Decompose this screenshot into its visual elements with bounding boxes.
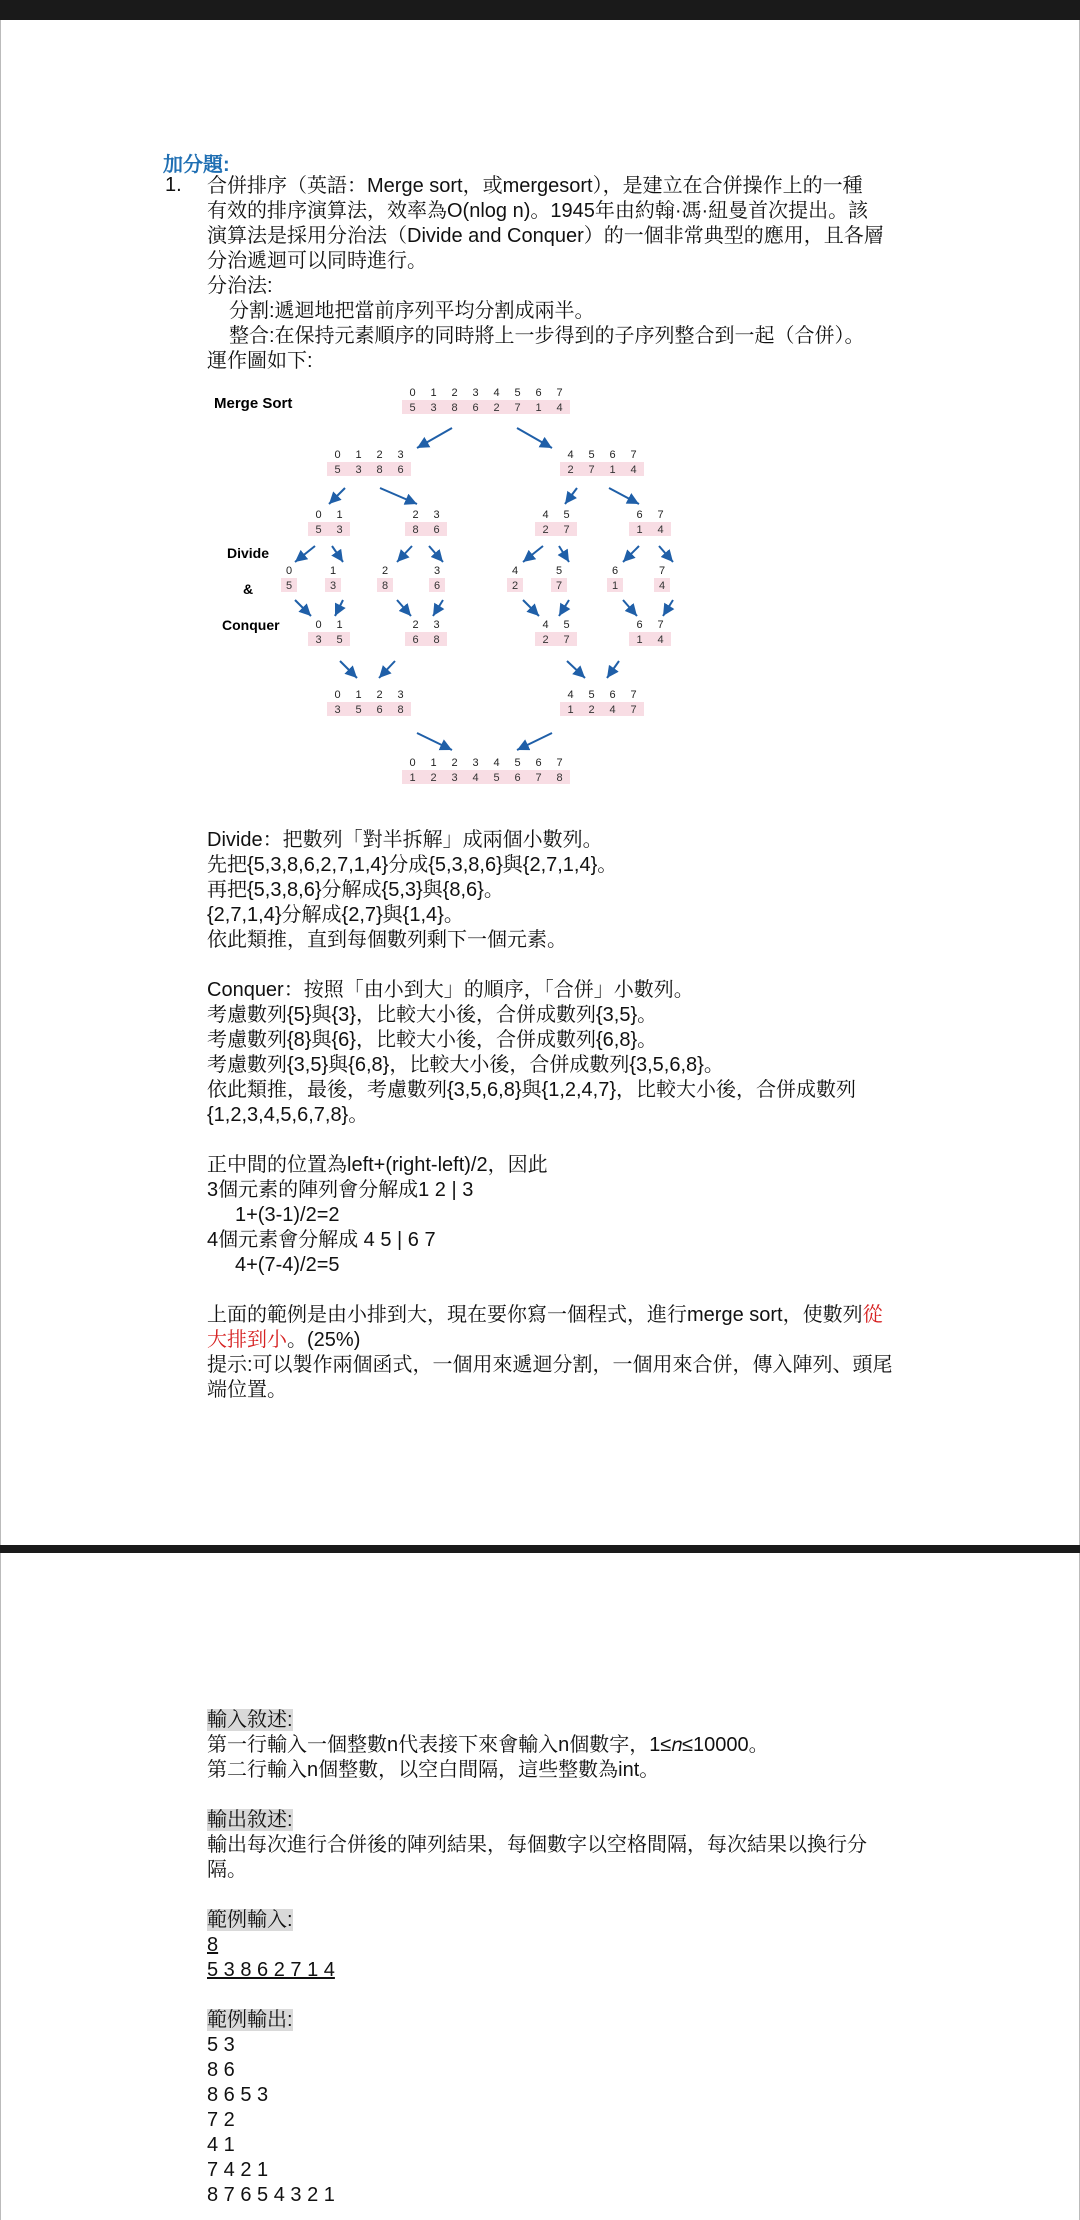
sample-input-line: 8	[207, 1934, 219, 1956]
array-cell-value: 8	[451, 402, 458, 414]
array-cell-value: 3	[355, 464, 362, 476]
method-divide: 分割:遞迴地把當前序列平均分割成兩半。	[229, 300, 595, 322]
array-index-label: 6	[636, 619, 643, 631]
array-cell-value: 7	[630, 704, 637, 716]
output-desc-line: 輸出每次進行合併後的陣列結果，每個數字以空格間隔，每次結果以換行分	[207, 1834, 867, 1856]
flow-arrow	[663, 600, 673, 616]
array-index-label: 6	[535, 757, 542, 769]
array-cell-value: 6	[397, 464, 404, 476]
array-cell-value: 4	[556, 402, 563, 414]
array-cell-value: 4	[657, 524, 664, 536]
flow-arrow	[332, 546, 343, 562]
page-left-edge	[0, 20, 1, 1550]
array-cell-value: 4	[657, 634, 664, 646]
array-index-label: 2	[376, 689, 383, 701]
and-label: &	[243, 581, 254, 597]
array-index-label: 5	[555, 565, 563, 577]
array-cell-value: 4	[472, 772, 479, 784]
array-index-label: 4	[567, 689, 574, 701]
array-index-label: 2	[412, 509, 419, 521]
array-cell-value: 8	[381, 580, 389, 592]
array-cell-value: 7	[563, 634, 570, 646]
array-index-label: 3	[397, 449, 404, 461]
array-cell-value: 2	[493, 402, 500, 414]
divide-line: 依此類推，直到每個數列剩下一個元素。	[207, 929, 567, 951]
input-desc-title: 輸入敘述:	[207, 1709, 293, 1731]
sample-output	[207, 2008, 927, 2208]
array-cell-value: 2	[542, 524, 549, 536]
flow-arrow	[567, 661, 585, 678]
array-cell-value: 8	[412, 524, 419, 536]
flow-arrow	[397, 600, 411, 616]
array-cell-value: 6	[472, 402, 479, 414]
intro-line: 演算法是採用分治法（Divide and Conquer）的一個非常典型的應用，且各層	[207, 225, 884, 247]
array-cell-value: 8	[556, 772, 563, 784]
array-cell-value: 8	[433, 634, 440, 646]
array-cell-value: 7	[555, 580, 563, 592]
array-index-label: 3	[397, 689, 404, 701]
flow-arrow	[609, 488, 639, 504]
task-line	[207, 1303, 927, 1328]
merge-sort-diagram	[207, 378, 687, 798]
array-index-label: 4	[542, 509, 549, 521]
flow-arrow	[607, 661, 619, 678]
input-desc-line: 第一行輸入一個整數n代表接下來會輸入n個數字，1≤𝑛≤10000。	[207, 1734, 769, 1756]
array-index-label: 5	[588, 449, 595, 461]
flow-arrow	[623, 600, 637, 616]
array-cell-value: 6	[514, 772, 521, 784]
array-index-label: 0	[409, 387, 416, 399]
array-index-label: 7	[630, 449, 637, 461]
array-index-label: 4	[493, 757, 500, 769]
input-description	[207, 1708, 927, 1783]
intro-line: 有效的排序演算法，效率為O(nlog n)。1945年由約翰·馮·紐曼首次提出。該	[207, 200, 869, 222]
array-cell-value: 5	[409, 402, 416, 414]
task-text: 。(25%)	[287, 1329, 361, 1351]
input-desc-line: 第二行輸入n個整數，以空白間隔，這些整數為int。	[207, 1759, 660, 1781]
diagram-title: Merge Sort	[214, 395, 293, 412]
array-index-label: 7	[556, 387, 563, 399]
flow-arrow	[523, 600, 539, 616]
array-index-label: 6	[611, 565, 619, 577]
array-index-label: 0	[315, 509, 322, 521]
array-cell-value: 7	[563, 524, 570, 536]
task-red-text: 從	[862, 1304, 883, 1326]
conquer-line: Conquer：按照「由小到大」的順序，「合併」小數列。	[207, 979, 694, 1001]
array-index-label: 2	[412, 619, 419, 631]
intro-line: 合併排序（英語：Merge sort，或mergesort），是建立在合併操作上的一種	[207, 175, 863, 197]
question-number: 1.	[165, 174, 182, 196]
array-cell-value: 4	[630, 464, 637, 476]
array-index-label: 2	[451, 387, 458, 399]
array-cell-value: 8	[376, 464, 383, 476]
flow-arrow	[429, 546, 443, 562]
flow-arrow	[417, 428, 452, 448]
array-index-label: 2	[376, 449, 383, 461]
array-index-label: 4	[542, 619, 549, 631]
sample-output-line: 5 3	[207, 2034, 235, 2056]
array-index-label: 1	[355, 449, 362, 461]
flow-arrow	[433, 600, 443, 616]
task-line	[207, 1328, 927, 1353]
middle-line: 3個元素的陣列會分解成1 2 | 3	[207, 1179, 474, 1201]
array-cell-value: 7	[535, 772, 542, 784]
task-red-text: 大排到小	[207, 1329, 287, 1351]
array-index-label: 4	[511, 565, 519, 577]
array-index-label: 1	[336, 509, 343, 521]
flow-arrow	[379, 661, 395, 678]
sample-input	[207, 1908, 927, 1983]
array-index-label: 3	[472, 387, 479, 399]
sample-output-line: 7 4 2 1	[207, 2159, 269, 2181]
flow-arrow	[397, 546, 412, 562]
page-top-border	[0, 0, 1080, 20]
array-index-label: 4	[567, 449, 574, 461]
array-cell-value: 7	[588, 464, 595, 476]
sample-output-line: 4 1	[207, 2134, 235, 2156]
array-index-label: 1	[336, 619, 343, 631]
array-index-label: 5	[514, 757, 521, 769]
array-cell-value: 3	[451, 772, 458, 784]
flow-arrow	[340, 661, 357, 678]
diagram-intro: 運作圖如下:	[207, 350, 313, 372]
array-cell-value: 6	[412, 634, 419, 646]
conquer-line: {1,2,3,4,5,6,7,8}。	[207, 1104, 369, 1126]
array-cell-value: 2	[567, 464, 574, 476]
conquer-line: 考慮數列{8}與{6}，比較大小後，合併成數列{6,8}。	[207, 1029, 658, 1051]
array-index-label: 3	[433, 619, 440, 631]
array-cell-value: 6	[376, 704, 383, 716]
flow-arrow	[295, 600, 311, 616]
flow-arrow	[329, 488, 345, 504]
array-cell-value: 5	[285, 580, 293, 592]
array-index-label: 3	[472, 757, 479, 769]
array-cell-value: 4	[609, 704, 616, 716]
divide-line: 先把{5,3,8,6,2,7,1,4}分成{5,3,8,6}與{2,7,1,4}。	[207, 854, 618, 876]
method-conquer: 整合:在保持元素順序的同時將上一步得到的子序列整合到一起（合併）。	[229, 325, 865, 347]
flow-arrow	[659, 546, 673, 562]
array-cell-value: 3	[329, 580, 337, 592]
array-index-label: 1	[430, 757, 437, 769]
output-desc-title: 輸出敘述:	[207, 1809, 293, 1831]
page-break-bar	[0, 1545, 1080, 1553]
flow-arrow	[559, 546, 569, 562]
flow-arrow	[417, 733, 452, 750]
array-index-label: 4	[493, 387, 500, 399]
middle-line: 4個元素會分解成 4 5 | 6 7	[207, 1229, 436, 1251]
array-cell-value: 5	[355, 704, 362, 716]
array-index-label: 1	[355, 689, 362, 701]
array-cell-value: 1	[535, 402, 542, 414]
array-cell-value: 8	[397, 704, 404, 716]
divide-line: 再把{5,3,8,6}分解成{5,3}與{8,6}。	[207, 879, 504, 901]
array-index-label: 3	[433, 565, 441, 577]
array-index-label: 0	[285, 565, 293, 577]
conquer-explanation	[207, 978, 927, 1128]
middle-line: 正中間的位置為left+(right-left)/2，因此	[207, 1154, 548, 1176]
conquer-line: 依此類推，最後，考慮數列{3,5,6,8}與{1,2,4,7}，比較大小後，合併成數列	[207, 1079, 857, 1101]
array-cell-value: 2	[511, 580, 519, 592]
sample-output-line: 8 7 6 5 4 3 2 1	[207, 2184, 335, 2206]
array-index-label: 6	[609, 689, 616, 701]
array-index-label: 0	[334, 449, 341, 461]
flow-arrow	[565, 488, 577, 504]
middle-line: 1+(3-1)/2=2	[235, 1204, 340, 1226]
array-index-label: 5	[588, 689, 595, 701]
array-index-label: 5	[563, 619, 570, 631]
flow-arrow	[523, 546, 543, 562]
array-cell-value: 1	[609, 464, 616, 476]
flow-arrow	[517, 428, 552, 448]
array-cell-value: 5	[336, 634, 343, 646]
divide-explanation	[207, 828, 927, 953]
hint-line: 提示:可以製作兩個函式，一個用來遞迴分割，一個用來合併，傳入陣列、頭尾	[207, 1354, 893, 1376]
sample-input-title: 範例輸入:	[207, 1909, 293, 1931]
sample-output-line: 8 6	[207, 2059, 235, 2081]
intro-block	[207, 174, 927, 374]
array-cell-value: 4	[658, 580, 666, 592]
array-cell-value: 2	[430, 772, 437, 784]
array-cell-value: 3	[336, 524, 343, 536]
array-cell-value: 6	[433, 524, 440, 536]
method-title: 分治法:	[207, 275, 273, 297]
array-cell-value: 5	[334, 464, 341, 476]
flow-arrow	[380, 488, 417, 504]
intro-line: 分治遞迴可以同時進行。	[207, 250, 427, 272]
array-index-label: 6	[535, 387, 542, 399]
sample-output-line: 8 6 5 3	[207, 2084, 269, 2106]
array-cell-value: 1	[636, 634, 643, 646]
middle-line: 4+(7-4)/2=5	[235, 1254, 340, 1276]
array-index-label: 7	[556, 757, 563, 769]
array-index-label: 0	[409, 757, 416, 769]
output-description	[207, 1808, 927, 1883]
array-cell-value: 3	[315, 634, 322, 646]
flow-arrow	[623, 546, 639, 562]
sample-output-line: 7 2	[207, 2109, 235, 2131]
array-index-label: 2	[381, 565, 389, 577]
array-cell-value: 2	[542, 634, 549, 646]
divide-label: Divide	[227, 545, 270, 561]
array-index-label: 2	[451, 757, 458, 769]
array-cell-value: 1	[636, 524, 643, 536]
task-block	[207, 1303, 927, 1403]
array-cell-value: 6	[433, 580, 441, 592]
array-index-label: 7	[657, 619, 664, 631]
array-index-label: 5	[514, 387, 521, 399]
array-cell-value: 1	[409, 772, 416, 784]
flow-arrow	[335, 600, 343, 616]
divide-line: Divide：把數列「對半拆解」成兩個小數列。	[207, 829, 603, 851]
bonus-heading: 加分題:	[163, 154, 230, 176]
array-index-label: 0	[334, 689, 341, 701]
conquer-line: 考慮數列{3,5}與{6,8}，比較大小後，合併成數列{3,5,6,8}。	[207, 1054, 724, 1076]
array-index-label: 7	[658, 565, 666, 577]
divide-line: {2,7,1,4}分解成{2,7}與{1,4}。	[207, 904, 464, 926]
array-cell-value: 3	[334, 704, 341, 716]
sample-output-title: 範例輸出:	[207, 2009, 293, 2031]
array-cell-value: 5	[315, 524, 322, 536]
array-index-label: 7	[657, 509, 664, 521]
array-index-label: 6	[609, 449, 616, 461]
task-text: 上面的範例是由小排到大，現在要你寫一個程式，進行merge sort，使數列	[207, 1304, 863, 1326]
array-cell-value: 1	[567, 704, 574, 716]
array-index-label: 7	[630, 689, 637, 701]
array-index-label: 1	[329, 565, 337, 577]
array-index-label: 0	[315, 619, 322, 631]
array-cell-value: 7	[514, 402, 521, 414]
array-cell-value: 2	[588, 704, 595, 716]
array-cell-value: 5	[493, 772, 500, 784]
array-cell-value: 3	[430, 402, 437, 414]
hint-line: 端位置。	[207, 1379, 287, 1401]
conquer-line: 考慮數列{5}與{3}，比較大小後，合併成數列{3,5}。	[207, 1004, 658, 1026]
conquer-label: Conquer	[222, 617, 280, 633]
flow-arrow	[295, 546, 315, 562]
array-cell-value: 1	[611, 580, 619, 592]
output-desc-line: 隔。	[207, 1859, 247, 1881]
sample-input-line: 5 3 8 6 2 7 1 4	[207, 1959, 335, 1981]
array-index-label: 5	[563, 509, 570, 521]
array-index-label: 1	[430, 387, 437, 399]
flow-arrow	[559, 600, 569, 616]
page2-left-edge	[0, 1553, 1, 2220]
flow-arrow	[517, 733, 552, 750]
array-index-label: 6	[636, 509, 643, 521]
middle-position-block	[207, 1153, 927, 1278]
array-index-label: 3	[433, 509, 440, 521]
